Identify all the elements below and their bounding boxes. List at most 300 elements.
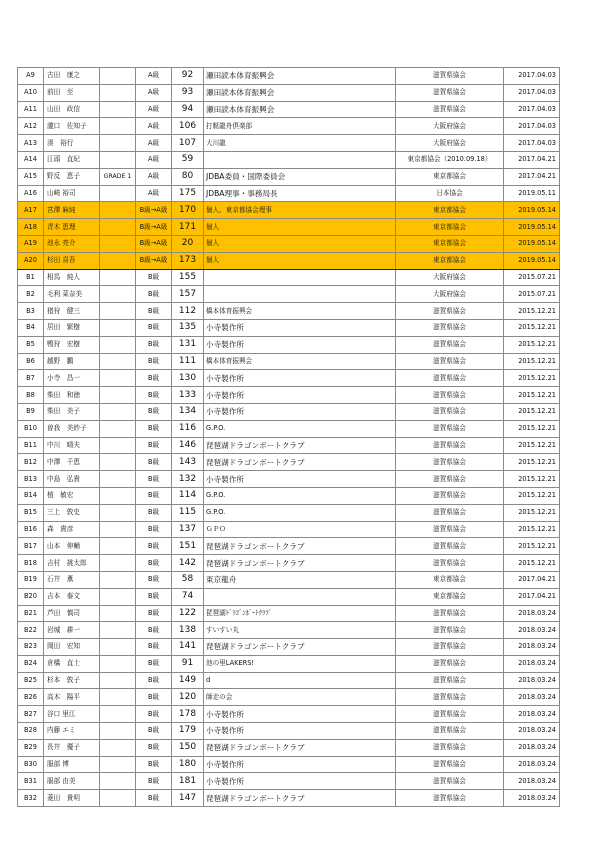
association-cell: 滋賀県協会	[396, 521, 504, 538]
name-cell: 芦田 慎司	[44, 605, 100, 622]
name-cell: 三上 敦史	[44, 504, 100, 521]
number-cell: 94	[172, 101, 204, 118]
date-cell: 2018.03.24	[504, 622, 560, 639]
code-cell: B21	[18, 605, 44, 622]
affiliation-cell: G.P.O.	[204, 487, 396, 504]
number-cell: 115	[172, 504, 204, 521]
grade-cell	[100, 605, 136, 622]
name-cell: 山崎 裕司	[44, 185, 100, 202]
grade-cell	[100, 151, 136, 168]
grade-cell	[100, 773, 136, 790]
grade-cell	[100, 723, 136, 740]
date-cell: 2018.03.24	[504, 689, 560, 706]
name-cell: 杉田 喜吾	[44, 252, 100, 269]
name-cell: 江頭 直紀	[44, 151, 100, 168]
class-cell: B級	[136, 504, 172, 521]
class-cell: B級	[136, 723, 172, 740]
name-cell: 山田 政信	[44, 101, 100, 118]
affiliation-cell: 橋本体育振興会	[204, 303, 396, 320]
number-cell: 180	[172, 756, 204, 773]
number-cell: 155	[172, 269, 204, 286]
code-cell: B30	[18, 756, 44, 773]
association-cell: 東京都協会	[396, 588, 504, 605]
date-cell: 2015.12.21	[504, 353, 560, 370]
affiliation-cell: JDBA理事・事務局長	[204, 185, 396, 202]
code-cell: B23	[18, 639, 44, 656]
grade-cell	[100, 437, 136, 454]
table-row	[18, 185, 560, 202]
association-cell: 東京都協会	[396, 202, 504, 219]
grade-cell: GRADE 1	[100, 168, 136, 185]
name-cell: 居田 繁樹	[44, 319, 100, 336]
grade-cell	[100, 370, 136, 387]
name-cell: 吉村 挑太郎	[44, 555, 100, 572]
name-cell: 菱田 貴明	[44, 790, 100, 807]
class-cell: B級	[136, 454, 172, 471]
number-cell: 114	[172, 487, 204, 504]
association-cell: 滋賀県協会	[396, 101, 504, 118]
association-cell: 滋賀県協会	[396, 387, 504, 404]
table-row	[18, 252, 560, 269]
grade-cell	[100, 235, 136, 252]
name-cell: 杉本 敦子	[44, 672, 100, 689]
number-cell: 179	[172, 723, 204, 740]
class-cell: A級	[136, 168, 172, 185]
association-cell: 滋賀県協会	[396, 420, 504, 437]
grade-cell	[100, 219, 136, 236]
grade-cell	[100, 739, 136, 756]
date-cell: 2018.03.24	[504, 739, 560, 756]
grade-cell	[100, 185, 136, 202]
association-cell: 滋賀県協会	[396, 672, 504, 689]
number-cell: 141	[172, 639, 204, 656]
association-cell: 滋賀県協会	[396, 622, 504, 639]
class-cell: B級→A級	[136, 202, 172, 219]
number-cell: 178	[172, 706, 204, 723]
table-row	[18, 151, 560, 168]
table-row	[18, 571, 560, 588]
affiliation-cell: すいすい丸	[204, 622, 396, 639]
code-cell: B18	[18, 555, 44, 572]
association-cell: 東京都協会	[396, 571, 504, 588]
name-cell: 曽我 美紗子	[44, 420, 100, 437]
number-cell: 134	[172, 403, 204, 420]
class-cell: A級	[136, 185, 172, 202]
date-cell: 2018.03.24	[504, 672, 560, 689]
affiliation-cell: 瀬田読本体育振興会	[204, 84, 396, 101]
class-cell: B級	[136, 269, 172, 286]
class-cell: A級	[136, 118, 172, 135]
table-row	[18, 588, 560, 605]
grade-cell	[100, 303, 136, 320]
affiliation-cell: 小寺製作所	[204, 471, 396, 488]
number-cell: 131	[172, 336, 204, 353]
grade-cell	[100, 672, 136, 689]
table-row	[18, 454, 560, 471]
class-cell: A級	[136, 84, 172, 101]
code-cell: B29	[18, 739, 44, 756]
name-cell: 中澤 千恵	[44, 454, 100, 471]
table-row	[18, 487, 560, 504]
affiliation-cell: 師走の会	[204, 689, 396, 706]
date-cell: 2018.03.24	[504, 790, 560, 807]
number-cell: 146	[172, 437, 204, 454]
affiliation-cell: G.P.O.	[204, 420, 396, 437]
association-cell: 滋賀県協会	[396, 319, 504, 336]
number-cell: 173	[172, 252, 204, 269]
class-cell: B級	[136, 706, 172, 723]
association-cell: 滋賀県協会	[396, 454, 504, 471]
class-cell: B級	[136, 336, 172, 353]
table-row	[18, 135, 560, 152]
date-cell: 2017.04.21	[504, 151, 560, 168]
class-cell: B級	[136, 403, 172, 420]
affiliation-cell: d	[204, 672, 396, 689]
class-cell: B級	[136, 521, 172, 538]
class-cell: B級	[136, 420, 172, 437]
class-cell: B級	[136, 655, 172, 672]
code-cell: B28	[18, 723, 44, 740]
number-cell: 181	[172, 773, 204, 790]
table-row	[18, 168, 560, 185]
affiliation-cell: 小寺製作所	[204, 319, 396, 336]
date-cell: 2015.12.21	[504, 504, 560, 521]
date-cell: 2019.05.14	[504, 202, 560, 219]
number-cell: 132	[172, 471, 204, 488]
code-cell: B5	[18, 336, 44, 353]
name-cell: 小寺 昌一	[44, 370, 100, 387]
code-cell: B3	[18, 303, 44, 320]
affiliation-cell: 小寺製作所	[204, 403, 396, 420]
grade-cell	[100, 286, 136, 303]
affiliation-cell: 小寺製作所	[204, 706, 396, 723]
table-row	[18, 689, 560, 706]
class-cell: B級	[136, 487, 172, 504]
code-cell: B13	[18, 471, 44, 488]
grade-cell	[100, 588, 136, 605]
grade-cell	[100, 420, 136, 437]
date-cell: 2017.04.21	[504, 571, 560, 588]
association-cell: 東京都協会	[396, 252, 504, 269]
table-row	[18, 118, 560, 135]
affiliation-cell: 琵琶湖ドラゴンボートクラブ	[204, 454, 396, 471]
number-cell: 93	[172, 84, 204, 101]
class-cell: B級	[136, 790, 172, 807]
date-cell: 2015.07.21	[504, 269, 560, 286]
table-row	[18, 555, 560, 572]
code-cell: A16	[18, 185, 44, 202]
name-cell: 青木 恵理	[44, 219, 100, 236]
code-cell: B27	[18, 706, 44, 723]
code-cell: B32	[18, 790, 44, 807]
date-cell: 2015.12.21	[504, 471, 560, 488]
date-cell: 2017.04.03	[504, 68, 560, 85]
number-cell: 92	[172, 68, 204, 85]
number-cell: 20	[172, 235, 204, 252]
affiliation-cell: 琵琶湖ドラゴンボートクラブ	[204, 437, 396, 454]
name-cell: 宮澤 麻純	[44, 202, 100, 219]
class-cell: B級	[136, 437, 172, 454]
date-cell: 2018.03.24	[504, 723, 560, 740]
grade-cell	[100, 252, 136, 269]
table-row	[18, 538, 560, 555]
date-cell: 2015.12.21	[504, 437, 560, 454]
number-cell: 58	[172, 571, 204, 588]
name-cell: 服部 博	[44, 756, 100, 773]
association-cell: 滋賀県協会	[396, 555, 504, 572]
number-cell: 151	[172, 538, 204, 555]
affiliation-cell: 琵琶湖ドラゴンボートクラブ	[204, 538, 396, 555]
class-cell: B級→A級	[136, 219, 172, 236]
grade-cell	[100, 689, 136, 706]
date-cell: 2017.04.21	[504, 588, 560, 605]
table-row	[18, 655, 560, 672]
number-cell: 133	[172, 387, 204, 404]
date-cell: 2018.03.24	[504, 706, 560, 723]
grade-cell	[100, 521, 136, 538]
grade-cell	[100, 387, 136, 404]
number-cell: 106	[172, 118, 204, 135]
affiliation-cell: 小寺製作所	[204, 336, 396, 353]
table-row	[18, 790, 560, 807]
affiliation-cell: 小寺製作所	[204, 756, 396, 773]
number-cell: 150	[172, 739, 204, 756]
class-cell: B級	[136, 622, 172, 639]
affiliation-cell: 琵琶湖ドラゴンボートクラブ	[204, 790, 396, 807]
name-cell: 越野 鵬	[44, 353, 100, 370]
affiliation-cell: 東京龍舟	[204, 571, 396, 588]
affiliation-cell: 琵琶湖ドラゴンボートクラブ	[204, 639, 396, 656]
table-row	[18, 303, 560, 320]
grade-cell	[100, 336, 136, 353]
association-cell: 大阪府協会	[396, 286, 504, 303]
association-cell: 滋賀県協会	[396, 84, 504, 101]
name-cell: 植 敏宏	[44, 487, 100, 504]
date-cell: 2015.12.21	[504, 303, 560, 320]
code-cell: B11	[18, 437, 44, 454]
grade-cell	[100, 135, 136, 152]
date-cell: 2015.12.21	[504, 487, 560, 504]
date-cell: 2019.05.11	[504, 185, 560, 202]
number-cell: 111	[172, 353, 204, 370]
number-cell: 171	[172, 219, 204, 236]
affiliation-cell	[204, 588, 396, 605]
code-cell: A15	[18, 168, 44, 185]
class-cell: B級	[136, 387, 172, 404]
table-row	[18, 773, 560, 790]
date-cell: 2015.12.21	[504, 454, 560, 471]
affiliation-cell: 橋本体育振興会	[204, 353, 396, 370]
grade-cell	[100, 118, 136, 135]
table-row	[18, 622, 560, 639]
class-cell: B級→A級	[136, 235, 172, 252]
class-cell: B級→A級	[136, 252, 172, 269]
grade-cell	[100, 622, 136, 639]
affiliation-cell: 琵琶湖ドラゴンボートクラブ	[204, 555, 396, 572]
class-cell: B級	[136, 471, 172, 488]
date-cell: 2019.05.14	[504, 252, 560, 269]
affiliation-cell: 小寺製作所	[204, 773, 396, 790]
date-cell: 2017.04.03	[504, 101, 560, 118]
class-cell: B級	[136, 605, 172, 622]
name-cell: 森 貴彦	[44, 521, 100, 538]
association-cell: 滋賀県協会	[396, 790, 504, 807]
affiliation-cell: 個人、東京都協会理事	[204, 202, 396, 219]
code-cell: B10	[18, 420, 44, 437]
class-cell: A級	[136, 68, 172, 85]
class-cell: B級	[136, 286, 172, 303]
association-cell: 滋賀県協会	[396, 739, 504, 756]
code-cell: A14	[18, 151, 44, 168]
table-row	[18, 639, 560, 656]
date-cell: 2015.12.21	[504, 387, 560, 404]
table-row	[18, 319, 560, 336]
grade-cell	[100, 555, 136, 572]
number-cell: 59	[172, 151, 204, 168]
code-cell: B20	[18, 588, 44, 605]
code-cell: A19	[18, 235, 44, 252]
name-cell: 古田 康之	[44, 68, 100, 85]
class-cell: B級	[136, 303, 172, 320]
code-cell: B17	[18, 538, 44, 555]
affiliation-cell: JDBA委員・国際委員会	[204, 168, 396, 185]
table-row	[18, 723, 560, 740]
association-cell: 滋賀県協会	[396, 689, 504, 706]
code-cell: B4	[18, 319, 44, 336]
table-row	[18, 68, 560, 85]
affiliation-cell: 琵琶湖ドラゴンボートクラブ	[204, 739, 396, 756]
code-cell: B2	[18, 286, 44, 303]
number-cell: 147	[172, 790, 204, 807]
affiliation-cell: 個人	[204, 235, 396, 252]
grade-cell	[100, 706, 136, 723]
class-cell: B級	[136, 672, 172, 689]
table-row	[18, 420, 560, 437]
date-cell: 2017.04.03	[504, 135, 560, 152]
code-cell: B16	[18, 521, 44, 538]
name-cell: 柴田 和徳	[44, 387, 100, 404]
affiliation-cell: 小寺製作所	[204, 387, 396, 404]
name-cell: 相馬 純人	[44, 269, 100, 286]
affiliation-cell: 瀬田読本体育振興会	[204, 68, 396, 85]
table-row	[18, 756, 560, 773]
association-cell: 滋賀県協会	[396, 605, 504, 622]
table-row	[18, 471, 560, 488]
date-cell: 2018.03.24	[504, 756, 560, 773]
code-cell: B31	[18, 773, 44, 790]
date-cell: 2018.03.24	[504, 655, 560, 672]
association-cell: 滋賀県協会	[396, 706, 504, 723]
association-cell: 滋賀県協会	[396, 353, 504, 370]
table-row	[18, 504, 560, 521]
class-cell: B級	[136, 588, 172, 605]
association-cell: 東京都協会	[396, 168, 504, 185]
number-cell: 116	[172, 420, 204, 437]
code-cell: B6	[18, 353, 44, 370]
affiliation-cell: G.P.O.	[204, 504, 396, 521]
date-cell: 2018.03.24	[504, 639, 560, 656]
class-cell: A級	[136, 101, 172, 118]
date-cell: 2015.07.21	[504, 286, 560, 303]
grade-cell	[100, 655, 136, 672]
referee-register-sheet	[17, 67, 559, 807]
name-cell: 池永 亮介	[44, 235, 100, 252]
number-cell: 74	[172, 588, 204, 605]
table-row	[18, 101, 560, 118]
association-cell: 滋賀県協会	[396, 655, 504, 672]
affiliation-cell	[204, 151, 396, 168]
table-row	[18, 403, 560, 420]
association-cell: 大阪府協会	[396, 135, 504, 152]
code-cell: B19	[18, 571, 44, 588]
grade-cell	[100, 403, 136, 420]
grade-cell	[100, 639, 136, 656]
name-cell: 毛利 菜奈美	[44, 286, 100, 303]
grade-cell	[100, 571, 136, 588]
affiliation-cell: 小寺製作所	[204, 370, 396, 387]
association-cell: 滋賀県協会	[396, 723, 504, 740]
name-cell: 吉本 泰文	[44, 588, 100, 605]
table-row	[18, 84, 560, 101]
association-cell: 滋賀県協会	[396, 303, 504, 320]
class-cell: B級	[136, 756, 172, 773]
grade-cell	[100, 202, 136, 219]
code-cell: B15	[18, 504, 44, 521]
association-cell: 大阪府協会	[396, 269, 504, 286]
class-cell: B級	[136, 739, 172, 756]
class-cell: B級	[136, 538, 172, 555]
number-cell: 142	[172, 555, 204, 572]
grade-cell	[100, 454, 136, 471]
affiliation-cell	[204, 269, 396, 286]
affiliation-cell: 大川龍	[204, 135, 396, 152]
name-cell: 岩城 耕一	[44, 622, 100, 639]
table-row	[18, 353, 560, 370]
date-cell: 2017.04.03	[504, 84, 560, 101]
code-cell: A20	[18, 252, 44, 269]
association-cell: 滋賀県協会	[396, 773, 504, 790]
table-row	[18, 387, 560, 404]
association-cell: 滋賀県協会	[396, 538, 504, 555]
affiliation-cell: 小寺製作所	[204, 723, 396, 740]
association-cell: 滋賀県協会	[396, 68, 504, 85]
number-cell: 157	[172, 286, 204, 303]
referee-table-body	[18, 68, 560, 807]
name-cell: 猪狩 健三	[44, 303, 100, 320]
grade-cell	[100, 487, 136, 504]
number-cell: 137	[172, 521, 204, 538]
association-cell: 滋賀県協会	[396, 639, 504, 656]
grade-cell	[100, 471, 136, 488]
affiliation-cell: 瀬田読本体育振興会	[204, 101, 396, 118]
code-cell: A12	[18, 118, 44, 135]
date-cell: 2015.12.21	[504, 420, 560, 437]
association-cell: 滋賀県協会	[396, 370, 504, 387]
association-cell: 滋賀県協会	[396, 336, 504, 353]
name-cell: 中島 弘貴	[44, 471, 100, 488]
code-cell: A10	[18, 84, 44, 101]
date-cell: 2018.03.24	[504, 773, 560, 790]
code-cell: A11	[18, 101, 44, 118]
number-cell: 130	[172, 370, 204, 387]
code-cell: B25	[18, 672, 44, 689]
code-cell: B24	[18, 655, 44, 672]
number-cell: 107	[172, 135, 204, 152]
number-cell: 135	[172, 319, 204, 336]
association-cell: 滋賀県協会	[396, 437, 504, 454]
affiliation-cell: 池の里LAKERS!	[204, 655, 396, 672]
table-row	[18, 672, 560, 689]
